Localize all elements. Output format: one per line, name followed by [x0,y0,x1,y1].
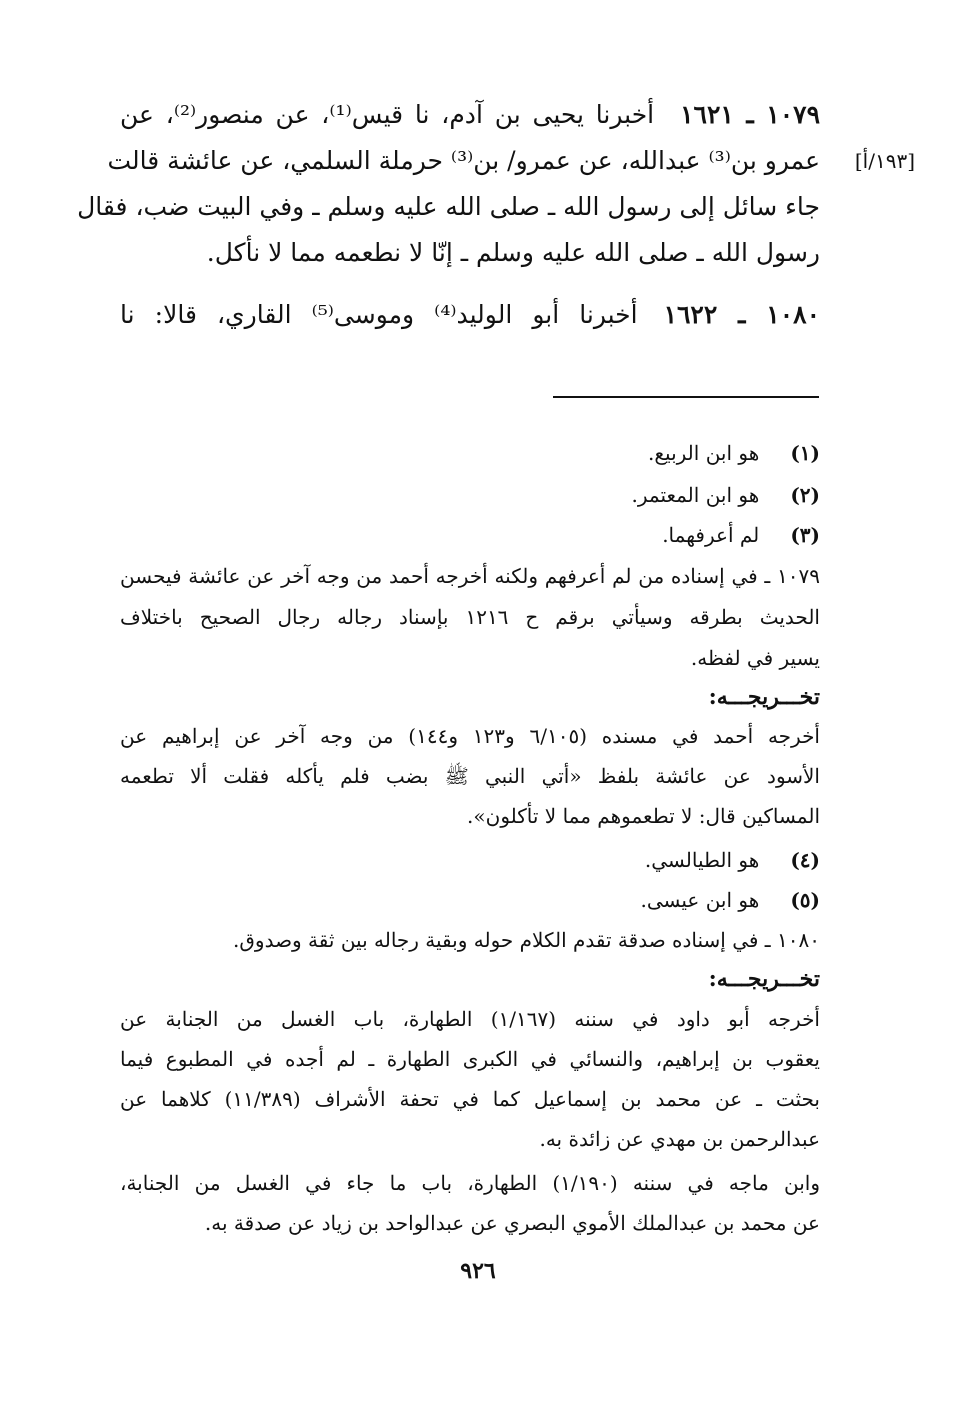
footnote-1 [648,440,820,466]
takhrij-heading-2: تخـــريجـــه: [708,966,820,992]
comment-1079-line-2: الحديث بطرقه وسيأتي برقم ح ١٢١٦ بإسناد رجاله رجال الصحيح باختلاف [120,605,820,629]
hadith-1079-line-1 [120,100,820,130]
page-number: ٩٢٦ [460,1258,496,1284]
footnote-5 [641,887,821,913]
comment-1079-line-1: ١٠٧٩ ـ في إسناده من لم أعرفهم ولكنه أخرجه أحمد من وجه آخر عن عائشة فيحسن [120,564,820,588]
comment-1079-line-3: يسير في لفظه. [690,646,820,670]
footnote-2 [631,482,820,508]
takhrij-2-line-6: عن محمد بن عبدالملك الأموي البصري عن عبدالواحد بن زياد عن صدقة به. [204,1211,820,1235]
footnote-4-text: هو الطيالسي. [644,848,760,872]
hadith-1080-line-1 [120,300,820,330]
takhrij-2-line-5: وابن ماجه في سننه (١/١٩٠) الطهارة، باب ما جاء في الغسل من الجنابة، [120,1171,821,1195]
takhrij-2-line-4: عبدالرحمن بن مهدي عن زائدة به. [539,1127,820,1151]
hadith-1079-line-4: رسول الله ـ صلى الله عليه وسلم ـ إنّا لا نطعمه مما لا نأكل. [206,238,820,267]
footnote-3 [662,522,820,548]
footnote-4-marker: (٤) [790,848,820,872]
hadith-1080-text: أخبرنا أبو الوليد⁽⁴⁾ وموسى⁽⁵⁾ القاري، قالا: نا [120,300,638,329]
takhrij-2-line-2: يعقوب بن إبراهيم، والنسائي في الكبرى الطهارة ـ لم أجده في المطبوع فيما [120,1047,820,1071]
footnote-3-marker: (٣) [790,523,820,547]
footnote-2-text: هو ابن المعتمر. [631,483,760,507]
hadith-1079-line-2: عمرو بن⁽³⁾ عبدالله، عن عمرو/ بن⁽³⁾ حرملة السلمي، عن عائشة قالت [107,146,820,175]
takhrij-1-line-1: أخرجه أحمد في مسنده (٦/١٠٥ و١٢٣ و١٤٤) من وجه آخر عن إبراهيم عن [120,724,820,748]
hadith-1080-number: ١٠٨٠ ـ ١٦٢٢ [663,300,821,329]
hadith-1079-text: أخبرنا يحيى بن آدم، نا قيس⁽¹⁾، عن منصور⁽²⁾، عن [120,100,655,129]
footnote-4 [645,847,820,873]
footnote-2-marker: (٢) [790,483,820,507]
footnote-1-marker: (١) [790,441,820,465]
takhrij-2-line-1: أخرجه أبو داود في سننه (١/١٦٧) الطهارة، باب الغسل من الجنابة عن [120,1007,820,1031]
takhrij-2-line-3: بحثت ـ عن محمد بن إسماعيل كما في تحفة الأشراف (١١/٣٨٩) كلاهما عن [120,1087,820,1111]
hadith-1079-number: ١٠٧٩ ـ ١٦٢١ [680,100,821,129]
footnote-divider [553,396,819,398]
takhrij-1-line-2: الأسود عن عائشة بلفظ «أتي النبي ﷺ بضب فلم يأكله فقلت ألا تطعمه [120,764,820,788]
manuscript-folio-note: [١٩٣/أ] [854,149,915,173]
takhrij-1-line-3: المساكين قال: لا تطعموهم مما لا تأكلون». [467,804,820,828]
footnote-1-text: هو ابن الربيع. [648,441,760,465]
comment-1080: ١٠٨٠ ـ في إسناده صدقة تقدم الكلام حوله وبقية رجاله بين ثقة وصدوق. [233,928,820,952]
footnote-3-text: لم أعرفهما. [662,523,760,547]
footnote-5-text: هو ابن عيسى. [640,888,760,912]
footnote-5-marker: (٥) [790,888,820,912]
hadith-1079-line-3: جاء سائل إلى رسول الله ـ صلى الله عليه وسلم ـ وفي البيت ضب، فقال [77,192,820,221]
takhrij-heading-1: تخـــريجـــه: [708,684,820,710]
